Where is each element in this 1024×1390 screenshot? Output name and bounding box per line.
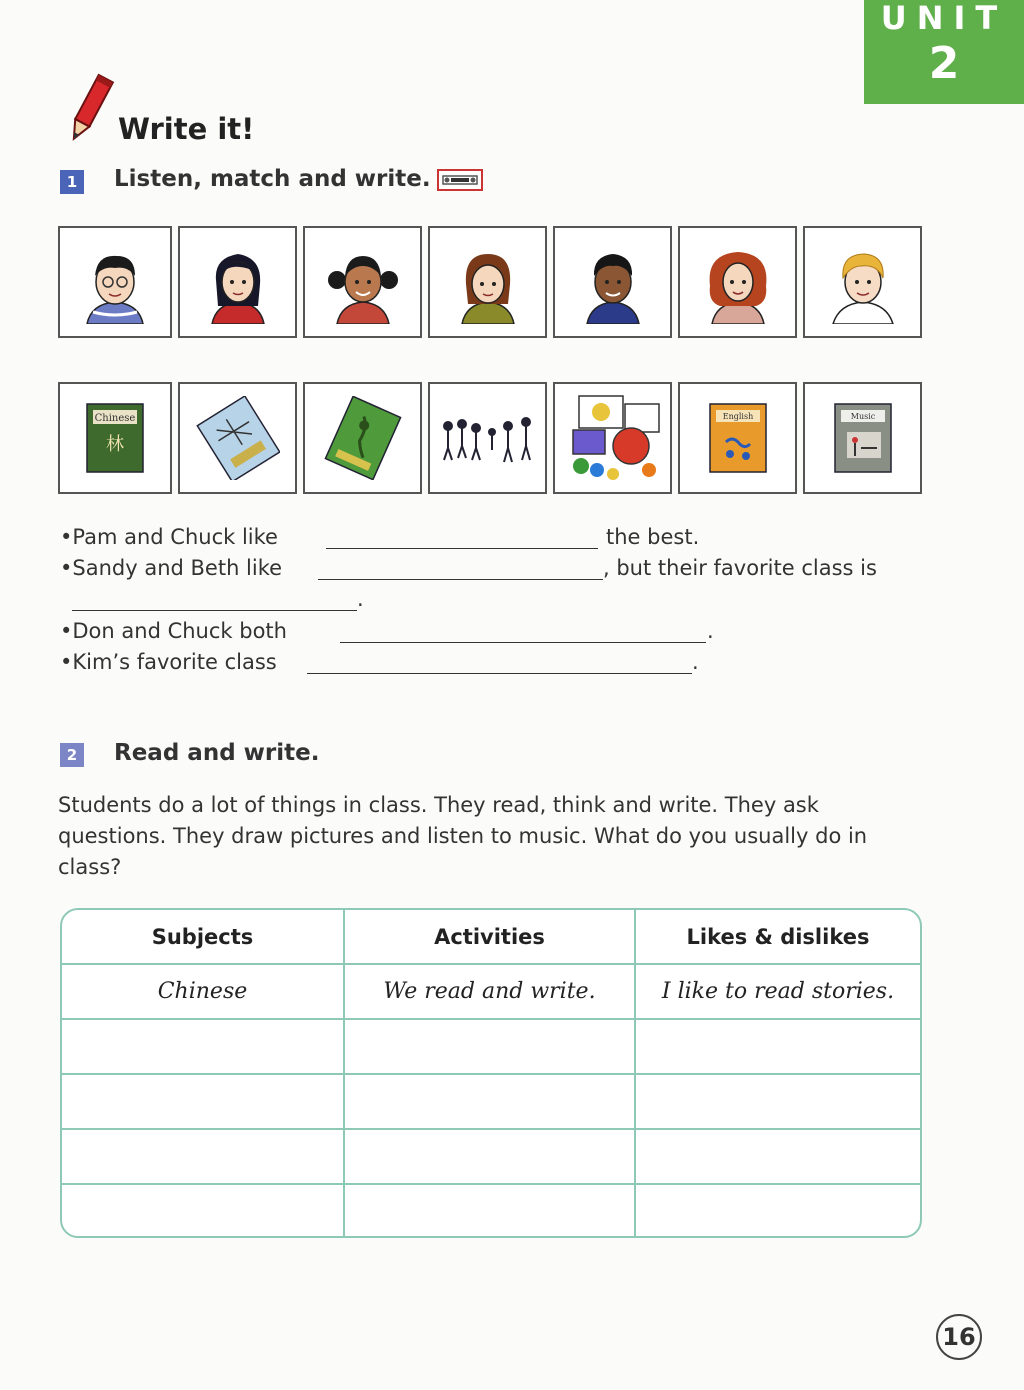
picture-cell[interactable] bbox=[803, 226, 922, 338]
table-cell[interactable] bbox=[636, 1185, 920, 1238]
picture-cell[interactable] bbox=[678, 382, 797, 494]
unit-number: 2 bbox=[928, 38, 960, 89]
activities-table bbox=[60, 908, 922, 1238]
subject-picture-row bbox=[58, 382, 922, 494]
table-cell[interactable] bbox=[62, 1130, 345, 1185]
picture-cell[interactable] bbox=[678, 226, 797, 338]
section-1-title: Listen, match and write. bbox=[114, 166, 431, 192]
picture-cell[interactable] bbox=[553, 382, 672, 494]
table-header-likes: Likes & dislikes bbox=[636, 910, 920, 965]
girl-ponytail-icon bbox=[196, 240, 280, 324]
picture-cell[interactable] bbox=[428, 226, 547, 338]
picture-cell[interactable] bbox=[303, 382, 422, 494]
page-number: 16 bbox=[936, 1314, 982, 1360]
picture-cell[interactable] bbox=[428, 382, 547, 494]
table-cell[interactable] bbox=[345, 1020, 636, 1075]
table-cell[interactable] bbox=[636, 1020, 920, 1075]
people-picture-row bbox=[58, 226, 922, 338]
boy-blond-icon bbox=[821, 240, 905, 324]
girl-brown-hair-icon bbox=[446, 240, 530, 324]
picture-cell[interactable] bbox=[303, 226, 422, 338]
section-2-title: Read and write. bbox=[114, 740, 320, 766]
answer-blank-5[interactable] bbox=[307, 673, 692, 674]
table-cell[interactable] bbox=[62, 1075, 345, 1130]
table-cell: Chinese bbox=[62, 965, 345, 1020]
table-cell[interactable] bbox=[345, 1130, 636, 1185]
unit-label: UNIT bbox=[880, 0, 1008, 37]
english-book-label: English bbox=[722, 412, 753, 421]
section-1-badge: 1 bbox=[60, 170, 84, 194]
chinese-book-label: Chinese bbox=[94, 413, 136, 424]
picture-cell[interactable] bbox=[553, 226, 672, 338]
answer-blank-4[interactable] bbox=[340, 642, 706, 643]
picture-cell[interactable] bbox=[58, 226, 172, 338]
sentence-3-end: . bbox=[707, 619, 714, 643]
science-book-icon bbox=[321, 396, 405, 480]
music-book-label: Music bbox=[850, 412, 875, 421]
sentence-4-start: •Kim’s favorite class bbox=[60, 650, 277, 674]
art-class-icon bbox=[561, 390, 665, 486]
cassette-icon bbox=[437, 169, 483, 191]
pencil-icon bbox=[60, 70, 116, 150]
english-book-icon bbox=[706, 402, 770, 474]
svg-text:林: 林 bbox=[106, 434, 124, 455]
music-book-icon bbox=[831, 402, 895, 474]
picture-cell[interactable] bbox=[803, 382, 922, 494]
picture-cell[interactable] bbox=[178, 226, 297, 338]
table-cell[interactable] bbox=[636, 1075, 920, 1130]
sentence-2-end: . bbox=[357, 587, 364, 611]
sentence-4-end: . bbox=[692, 650, 699, 674]
boy-glasses-icon bbox=[73, 240, 157, 324]
table-header-subjects: Subjects bbox=[62, 910, 345, 965]
girl-curly-pigtails-icon bbox=[321, 240, 405, 324]
table-cell[interactable] bbox=[345, 1185, 636, 1238]
math-book-icon bbox=[196, 396, 280, 480]
boy-dark-hair-icon bbox=[571, 240, 655, 324]
answer-blank-2[interactable] bbox=[318, 579, 603, 580]
table-cell: We read and write. bbox=[345, 965, 636, 1020]
sentence-2-middle: , but their favorite class is bbox=[603, 556, 877, 580]
chinese-book-icon bbox=[83, 402, 147, 474]
table-header-activities: Activities bbox=[345, 910, 636, 965]
table-cell[interactable] bbox=[636, 1130, 920, 1185]
section-2-badge: 2 bbox=[60, 743, 84, 767]
page-title: Write it! bbox=[118, 112, 255, 146]
answer-blank-1[interactable] bbox=[326, 548, 598, 549]
reading-paragraph: Students do a lot of things in class. They read, think and write. They ask questions. They draw pictures and listen to music. What do you usually do in class? bbox=[58, 793, 868, 879]
sentence-2-start: •Sandy and Beth like bbox=[60, 556, 283, 580]
unit-tab bbox=[864, 0, 1024, 104]
table-cell[interactable] bbox=[62, 1020, 345, 1075]
sentence-1-start: •Pam and Chuck like bbox=[60, 525, 278, 549]
picture-cell[interactable] bbox=[178, 382, 297, 494]
sentence-1-end: the best. bbox=[606, 525, 700, 549]
girl-red-curly-icon bbox=[696, 240, 780, 324]
sentence-3-start: •Don and Chuck both bbox=[60, 619, 287, 643]
table-cell[interactable] bbox=[345, 1075, 636, 1130]
picture-cell[interactable] bbox=[58, 382, 172, 494]
table-cell[interactable] bbox=[62, 1185, 345, 1238]
table-cell: I like to read stories. bbox=[636, 965, 920, 1020]
answer-blank-3[interactable] bbox=[72, 610, 357, 611]
pe-class-icon bbox=[438, 408, 538, 468]
